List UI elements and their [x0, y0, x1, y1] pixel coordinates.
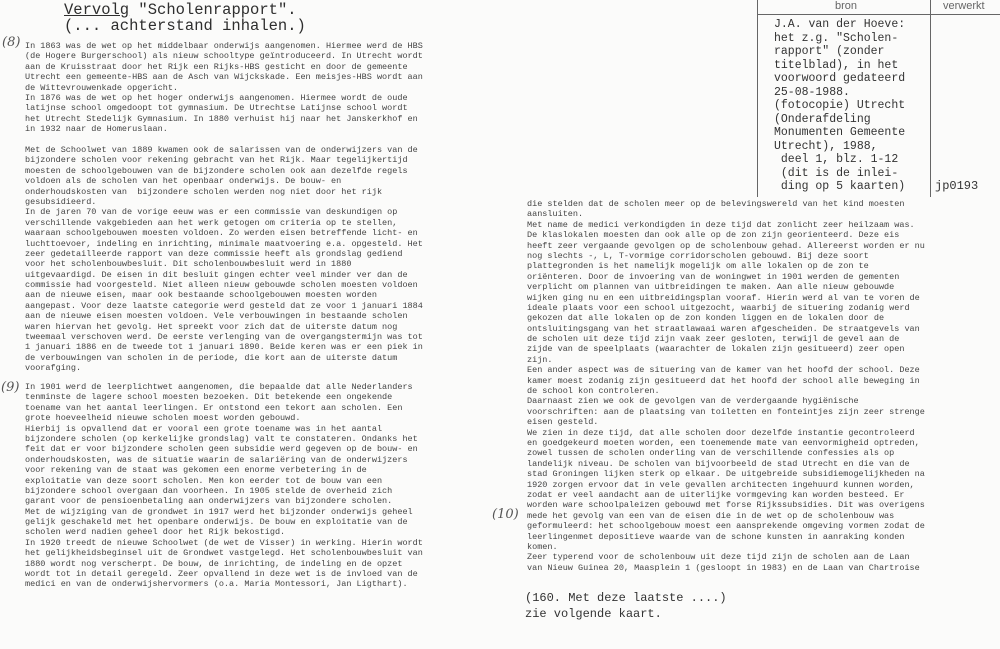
text-line: In 1920 treedt de nieuwe Schoolwet (de wet de Visser) in werking. Hierin wordt	[25, 537, 423, 548]
title-vervolg: Vervolg	[64, 1, 130, 19]
text-line: aan de Kruisstraat door het Rijk een Rijks-HBS gesticht en door de gemeente	[25, 61, 408, 72]
text-line: In 1876 was de wet op het hoger onderwijs aangenomen. Hiermee wordt de oude	[25, 92, 408, 103]
source-header-line	[757, 14, 1000, 15]
left-paragraph-2	[25, 145, 423, 374]
text-line: tenminste de lagere school moesten bezoeken. Dit betekende een ongekende	[25, 392, 393, 403]
text-line: ideale plaats voor een school uitgezocht, waarbij de situering zodanig werd	[527, 302, 910, 313]
text-line: onderhoudskosten van bijzondere scholen werden nog niet door het rijk	[25, 186, 383, 197]
text-line: exploitatie van deze soort scholen. Men kon eerder tot de bouw van een	[25, 475, 383, 486]
text-line: aansluiten.	[527, 209, 584, 220]
text-line: verschillende vakgebieden aan het werk getogen om criteria op te stellen,	[25, 217, 398, 228]
text-line: 1 januari 1886 en de tweede tot 1 januari 1890. Beide keren was er een piek in	[25, 342, 423, 353]
left-paragraph-3	[25, 382, 423, 590]
text-line: voldoen als de scholen van het openbaar onderwijs. De bouw- en	[25, 176, 342, 187]
text-line: zodat er veel aandacht aan de uiterlijke vormgeving kan worden besteed. Er	[527, 489, 905, 500]
text-line: komen.	[527, 541, 558, 552]
text-line: heeft zeer vergaande gevolgen op de scholenbouw gehad. Allereerst worden er nu	[527, 240, 925, 251]
text-line: bijzondere school overgaan dan voorheen. In 1905 stelde de overheid zich	[25, 485, 393, 496]
text-line: moesten de schoolgebouwen van de bijzondere scholen ook aan dezelfde regels	[25, 165, 408, 176]
margin-mark-10: (10)	[492, 507, 519, 522]
source-citation	[774, 18, 905, 194]
text-line: de Wittevrouwenkade opgericht.	[25, 82, 179, 93]
text-line: In 1863 was de wet op het middelbaar onderwijs aangenomen. Hiermee werd de HBS	[25, 41, 423, 51]
text-line: zeer gedetailleerde rapport van deze commissie heeft als grondslag gediend	[25, 248, 403, 259]
text-line: voorschriften: aan de plaatsing van toiletten en fonteintjes zijn zeer strenge	[527, 406, 925, 417]
text-line: leerlingenmet depositieve waarde van de schone kunsten in aanraking konden	[527, 531, 905, 542]
text-line: 1920 zorgen ervoor dat in vele gevallen architecten ingehuurd kunnen worden,	[527, 479, 915, 490]
text-line: eisen gesteld.	[527, 417, 599, 428]
text-line: aangepast. Voor deze laatste categorie werd gesteld dat ze voor 1 januari 1884	[25, 300, 423, 311]
text-line: 1880 wordt nog verscherpt. De bouw, de inrichting, de indeling en de opzet	[25, 558, 403, 569]
text-line: grote hoeveelheid nieuwe scholen moest worden gebouwd.	[25, 413, 301, 424]
text-line: Hierbij is opvallend dat er vooral een grote toename was in het aantal	[25, 423, 383, 434]
text-line: voor rekening van de staat was gekomen een enorme verbetering in de	[25, 465, 367, 476]
text-line: luchttoevoer, indeling en inrichting, minimale maatvoering e.a. opgesteld. Het	[25, 238, 423, 249]
text-line: Met de Schoolwet van 1889 kwamen ook de salarissen van de onderwijzers van de	[25, 145, 418, 155]
text-line: onderhoudskosten, was de situatie waarin de salariëring van de onderwijzers	[25, 454, 408, 465]
text-line: deel 1, blz. 1-12	[774, 153, 899, 166]
text-line: tweemaal verschoven werd. De eerste verlenging van de overgangstermijn was tot	[25, 332, 423, 343]
text-line: uitgevaardigd. De eisen in dit besluit gingen echter veel minder ver dan de	[25, 269, 408, 280]
text-line: van Nieuw Guinea 20, Maasplein 1 (gesloopt in 1983) en de Laan van Chartroise	[527, 562, 920, 573]
text-line: aan de nieuwe eisen, maar ook bestaande schoolgebouwen moesten worden	[25, 290, 377, 301]
text-line: garant voor de pensioenbetaling aan onderwijzers van bijzondere scholen.	[25, 496, 393, 507]
text-line: bijzondere scholen voor rekening gebracht van het Rijk. Maar tegelijkertijd	[25, 155, 408, 166]
title-subtitle: (... achterstand inhalen.)	[64, 17, 306, 35]
text-line: Met de wijziging van de grondwet in 1917 werd het bijzonder onderwijs geheel	[25, 506, 413, 517]
text-line: Daarnaast zien we ook de gevolgen van de verdergaande hygiënische	[527, 396, 859, 407]
text-line: We zien in deze tijd, dat alle scholen door dezelfde instantie gecontroleerd	[527, 427, 915, 438]
text-line: ding op 5 kaarten)	[774, 180, 906, 193]
text-line: in 1932 naar de Homeruslaan.	[25, 124, 168, 135]
text-line: en goedgekeurd moeten worden, een toenemende mate van eenvormigheid optreden,	[527, 437, 920, 448]
text-line: feit dat er voor bijzondere scholen geen subsidie werd gegeven op de bouw- en	[25, 444, 418, 455]
text-line: mede het gevolg van een van de eisen die in de wet op de scholenbouw was	[527, 510, 895, 521]
text-line: oriënteren. Door de invoering van de woningwet in 1901 werden de gementen	[527, 271, 900, 282]
text-line: De klaslokalen moesten dan ook alle op de zon zijn georienteerd. Deze eis	[527, 230, 900, 241]
text-line: commissie had voorgesteld. Niet alleen nieuw gebouwde scholen moesten voldoen	[25, 280, 418, 291]
text-line: voorafging.	[25, 363, 82, 374]
text-line: (fotocopie) Utrecht	[774, 99, 906, 112]
footer-line-1: (160. Met deze laatste ....)	[525, 591, 727, 605]
text-line: bijzondere scholen (op kerkelijke grondslag) valt te constateren. Ondanks het	[25, 433, 418, 444]
text-line: zowel tussen de scholen onderling van de verschillende confessies als op	[527, 448, 895, 459]
footer-line-2: zie volgende kaart.	[525, 607, 662, 621]
text-line: het z.g. "Scholen-	[774, 31, 899, 45]
left-paragraph-1	[25, 41, 423, 135]
text-line: In 1901 werd de leerplichtwet aangenomen, die bepaalde dat alle Nederlanders	[25, 382, 413, 392]
text-line: wijken ging nu en een uitbreidingsplan vooraf. Hierin werd al van te voren de	[527, 292, 920, 303]
text-line: medici en van de onderwijshervormers (o.a. Maria Montessori, Jan Ligthart).	[25, 579, 408, 590]
footer-note	[525, 590, 727, 622]
text-line: Utrecht), 1988,	[774, 139, 878, 153]
title-scholenrapport: "Scholenrapport".	[129, 1, 297, 19]
source-header-verwerkt: verwerkt	[943, 0, 985, 12]
text-line: 25-08-1988.	[774, 85, 850, 99]
text-line: zijn.	[527, 354, 553, 365]
text-line: die stelden dat de scholen meer op de belevingswereld van het kind moesten	[527, 199, 905, 209]
source-box	[757, 0, 1000, 197]
margin-mark-8: (8)	[2, 35, 21, 50]
text-line: Zeer typerend voor de scholenbouw uit deze tijd zijn de scholen aan de Laan	[527, 552, 910, 563]
document-title	[64, 2, 306, 34]
text-line: toename van het aantal leerlingen. Er ontstond een tekort aan scholen. Een	[25, 402, 403, 413]
text-line: gesubsidieerd.	[25, 196, 97, 207]
text-line: de school kon controleren.	[527, 386, 660, 397]
text-line: stad Groningen lijken sterk op elkaar. De uitgebreide subsidiemogelijkheden na	[527, 469, 925, 480]
text-line: J.A. van der Hoeve:	[774, 18, 906, 31]
text-line: zijde van de speelplaats (waarachter de lokalen zijn gesitueerd) zeer open	[527, 344, 905, 355]
text-line: voor het scholenbouwbesluit. Dit scholenbouwbesluit werd in 1880	[25, 259, 352, 270]
text-line: nog slechts -, L, T-vormige corridorscholen gebouwd. Bij deze soort	[527, 250, 869, 261]
text-line: het gelijkheidsbeginsel uit de Grondwet vastgelegd. Het scholenbouwbesluit van	[25, 548, 423, 559]
text-line: latijnse school omgedoopt tot gymnasium. De Utrechtse Latijnse school wordt	[25, 103, 408, 114]
text-line: rapport" (zonder	[774, 45, 885, 58]
text-line: geformuleerd: het schoolgebouw moest een aansprekende omgeving vormen zodat de	[527, 521, 925, 532]
text-line: titelblad), in het	[774, 58, 899, 72]
text-line: waren hiervan het gevolg. Het spreekt voor zich dat de uiterste datum nog	[25, 321, 398, 332]
text-line: de scholen uit deze tijd zijn vaak zeer gesloten, terwijl de gevel aan de	[527, 334, 900, 345]
text-line: gelijk geschakeld met het openbare onderwijs. De bouw en exploitatie van de	[25, 517, 408, 528]
margin-mark-9: (9)	[1, 380, 20, 395]
text-line: (de Hogere Burgerschool) als nieuw schooltype geïntroduceerd. In Utrecht wordt	[25, 51, 423, 62]
source-header-bron: bron	[835, 0, 858, 12]
text-line: worden ware schoolpaleizen gebouwd met forse Rijkssubsidies. Dit was overigens	[527, 500, 925, 511]
text-line: wordt tot in detail geregeld. Zeer opvallend in deze wet is de invloed van de	[25, 569, 418, 580]
text-line: gekozen dat alle lokalen op de zon konden liggen en de lokalen door de	[527, 313, 885, 324]
text-line: verplicht om plannen van uitbreidingen te maken. Aan alle nieuw gebouwde	[527, 282, 895, 293]
text-line: aan de nieuwe eisen moesten voldoen. Vele verbouwingen in bestaande scholen	[25, 311, 408, 322]
right-column-text	[527, 199, 925, 573]
text-line: In de jaren 70 van de vorige eeuw was er een commissie van deskundigen op	[25, 207, 398, 218]
text-line: voorwoord gedateerd	[774, 72, 906, 85]
text-line: landelijk niveau. De scholen van bijvoorbeeld de stad Utrecht en die van de	[527, 458, 910, 469]
text-line: kamer moest zodanig zijn gesitueerd dat het hoofd der school alle beweging in	[527, 375, 920, 386]
text-line: Met name de medici verkondigden in deze tijd dat zonlicht zeer heilzaam was.	[527, 219, 915, 230]
text-line: (dit is de inlei-	[774, 166, 899, 180]
text-line: (Onderafdeling	[774, 112, 871, 126]
text-line: ontsluitingsgang van het straatlawaai waren afgescheiden. De straatgevels van	[527, 323, 920, 334]
text-line: waaraan schoolgebouwen moesten voldoen. Zo werden eisen betreffende licht- en	[25, 228, 418, 239]
source-code: jp0193	[935, 179, 979, 193]
source-box-divider	[930, 0, 931, 197]
text-line: Utrecht een gemeente-HBS aan de Asch van Wijckskade. Een meisjes-HBS wordt aan	[25, 72, 423, 83]
text-line: scholen werd nadien geheel door het Rijk bekostigd.	[25, 527, 286, 538]
text-line: Een ander aspect was de situering van de kamer van het hoofd der school. Deze	[527, 365, 920, 376]
text-line: het Utrecht Stedelijk Gymnasium. In 1880 verhuist hij naar het Janskerkhof en	[25, 113, 418, 124]
text-line: Monumenten Gemeente	[774, 126, 906, 139]
text-line: de verbouwingen van scholen in de periode, die kort aan de uiterste datum	[25, 352, 398, 363]
text-line: plattegronden is het namelijk mogelijk om alle lokalen op de zon te	[527, 261, 869, 272]
source-box-divider	[757, 0, 758, 197]
